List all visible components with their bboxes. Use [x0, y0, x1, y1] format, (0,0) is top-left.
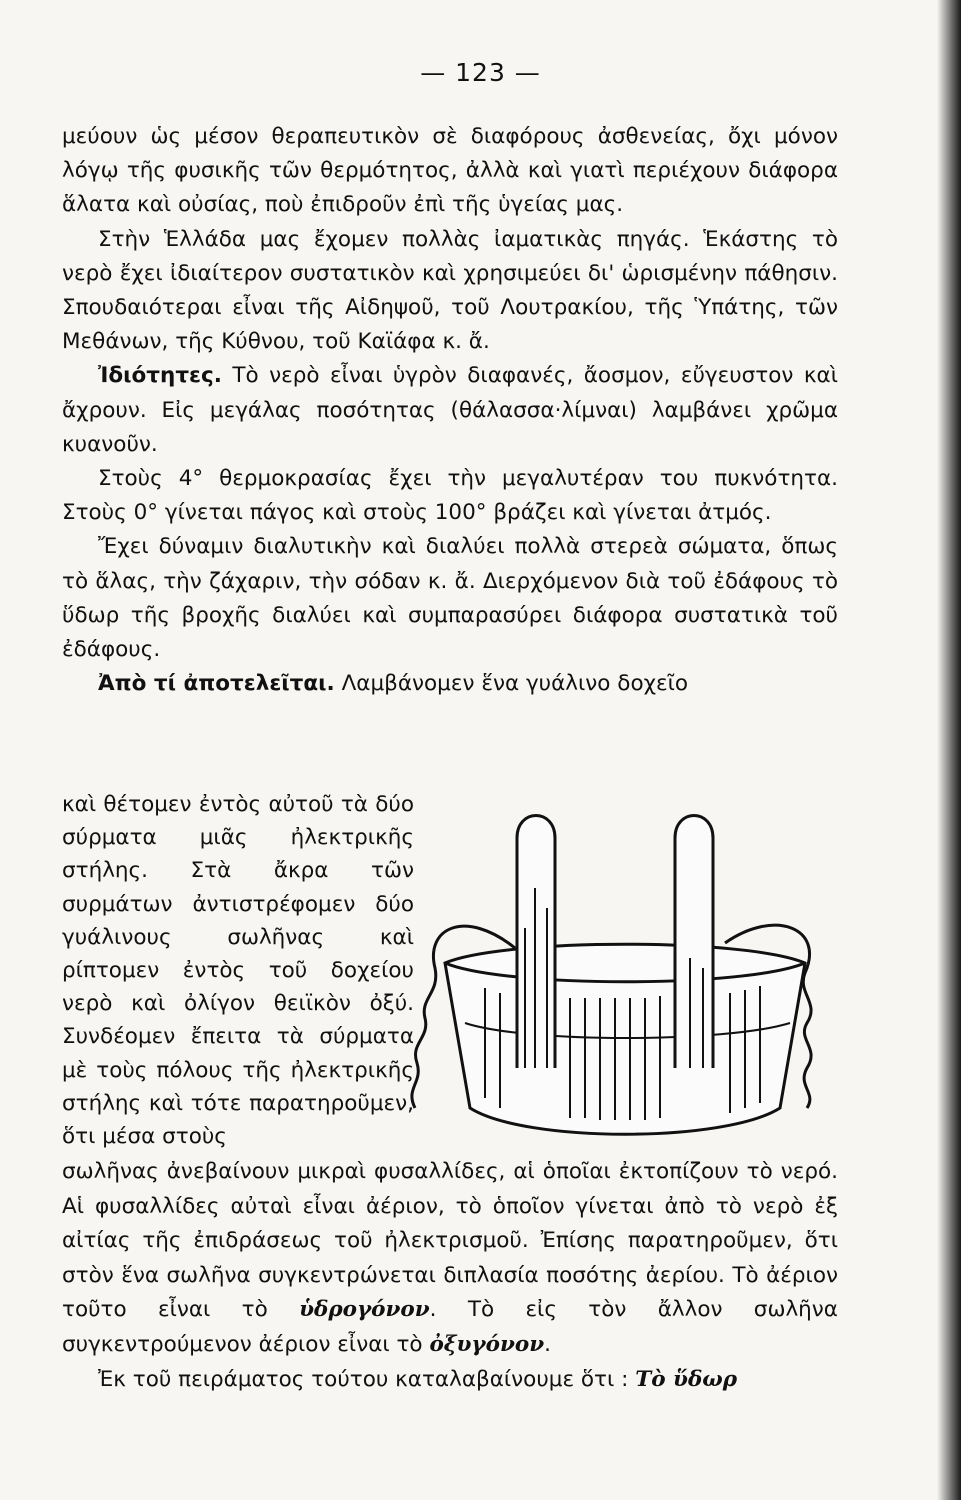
- paragraph-4: Στοὺς 4° θερμοκρασίας ἔχει τὴν μεγαλυτέραν του πυκνότητα. Στοὺς 0° γίνεται πάγος καὶ στοὺς 100° βράζει καὶ γίνεται ἀτμός.: [62, 466, 838, 526]
- last-line: Ἐκ τοῦ πειράματος τούτου καταλαβαίνουμε ὅτι :: [98, 1366, 629, 1392]
- last-term: Τὸ ὕδωρ: [635, 1366, 738, 1392]
- electrolysis-apparatus-illustration: [405, 808, 845, 1153]
- paragraph-3-body: Τὸ νερὸ εἶναι ὑγρὸν διαφανές, ἄοσμον, εὔγευστον καὶ ἄχρουν. Εἰς μεγάλας ποσότητας (θάλασσα·λίμναι) λαμβάνει χρῶμα κυανοῦν.: [62, 363, 838, 457]
- section-intro: Λαμβάνομεν ἕνα γυάλινο δοχεῖο: [341, 671, 689, 697]
- term-oxygen: ὀξυγόνον: [429, 1331, 545, 1357]
- last-paragraph: [62, 1363, 838, 1398]
- heading-properties: Ἰδιότητες.: [98, 363, 222, 389]
- page-number: — 123 —: [420, 58, 541, 87]
- paragraph-1: μεύουν ὡς μέσον θεραπευτικὸν σὲ διαφόρους ἀσθενείας, ὄχι μόνον λόγῳ τῆς φυσικῆς τῶν θερμότητος, ἀλλὰ καὶ γιατὶ περιέχουν διάφορα ἅλατα καὶ οὐσίας, ποὺ ἐπιδροῦν ἐπὶ τῆς ὑγείας μας.: [62, 124, 838, 218]
- bottom-text-3: .: [544, 1331, 551, 1357]
- paragraph-6: [62, 667, 838, 701]
- side-paragraph: καὶ θέτομεν ἐντὸς αὐτοῦ τὰ δύο σύρματα μιᾶς ἠλεκτρικῆς στήλης. Στὰ ἄκρα τῶν συρμάτων ἀντιστρέφομεν δύο γυάλινους σωλῆνας καὶ ρίπτομεν ἐντὸς τοῦ δοχείου νερὸ καὶ ὀλίγον θειϊκὸν ὀξύ. Συνδέομεν ἔπειτα τὰ σύρματα μὲ τοὺς πόλους τῆς ἠλεκτρικῆς στήλης καὶ τότε παρατηροῦμεν, ὅτι μέσα στοὺς: [62, 792, 414, 1150]
- text-block-bottom: [62, 1155, 838, 1397]
- term-hydrogen: ὑδρογόνον: [299, 1297, 430, 1323]
- text-block-top: [62, 120, 838, 701]
- text-block-beside-figure: [62, 788, 414, 1153]
- right-test-tube: [675, 816, 713, 1069]
- paragraph-3: [62, 359, 838, 462]
- paragraph-5: Ἔχει δύναμιν διαλυτικὴν καὶ διαλύει πολλὰ στερεὰ σώματα, ὅπως τὸ ἅλας, τὴν ζάχαριν, τὴν σόδαν κ. ἄ. Διερχόμενον διὰ τοῦ ἐδάφους τὸ ὕδωρ τῆς βροχῆς διαλύει καὶ συμπαρασύρει διάφορα συστατικὰ τοῦ ἐδάφους.: [62, 534, 838, 663]
- bottom-text-2: . Τὸ εἰς τὸν ἄλλον σωλῆνα συγκεντρούμενον ἀέριον εἶναι τὸ: [62, 1297, 838, 1357]
- paragraph-2: Στὴν Ἑλλάδα μας ἔχομεν πολλὰς ἰαματικὰς πηγάς. Ἑκάστης τὸ νερὸ ἔχει ἰδιαίτερον συστατικὸν καὶ χρησιμεύει δι' ὡρισμένην πάθησιν. Σπουδαιότεραι εἶναι τῆς Αἰδηψοῦ, τοῦ Λουτρακίου, τῆς Ὑπάτης, τῶν Μεθάνων, τῆς Κύθνου, τοῦ Καϊάφα κ. ἄ.: [62, 226, 838, 355]
- bottom-text-1: σωλῆνας ἀνεβαίνουν μικραὶ φυσαλλίδες, αἱ ὁποῖαι ἐκτοπίζουν τὸ νερό. Αἱ φυσαλλίδες αὐταὶ εἶναι ἀέριον, τὸ ὁποῖον γίνεται ἀπὸ τὸ νερὸ ἐξ αἰτίας τῆς ἐπιδράσεως τοῦ ἠλεκτρισμοῦ. Ἐπίσης παρατηροῦμεν, ὅτι στὸν ἕνα σωλῆνα συγκεντρώνεται διπλασία ποσότης ἀερίου. Τὸ ἀέριον τοῦτο εἶναι τὸ: [62, 1159, 838, 1323]
- page-edge-shadow: [937, 0, 961, 1500]
- bottom-paragraph: [62, 1155, 838, 1363]
- heading-composition: Ἀπὸ τί ἀποτελεῖται.: [98, 671, 335, 697]
